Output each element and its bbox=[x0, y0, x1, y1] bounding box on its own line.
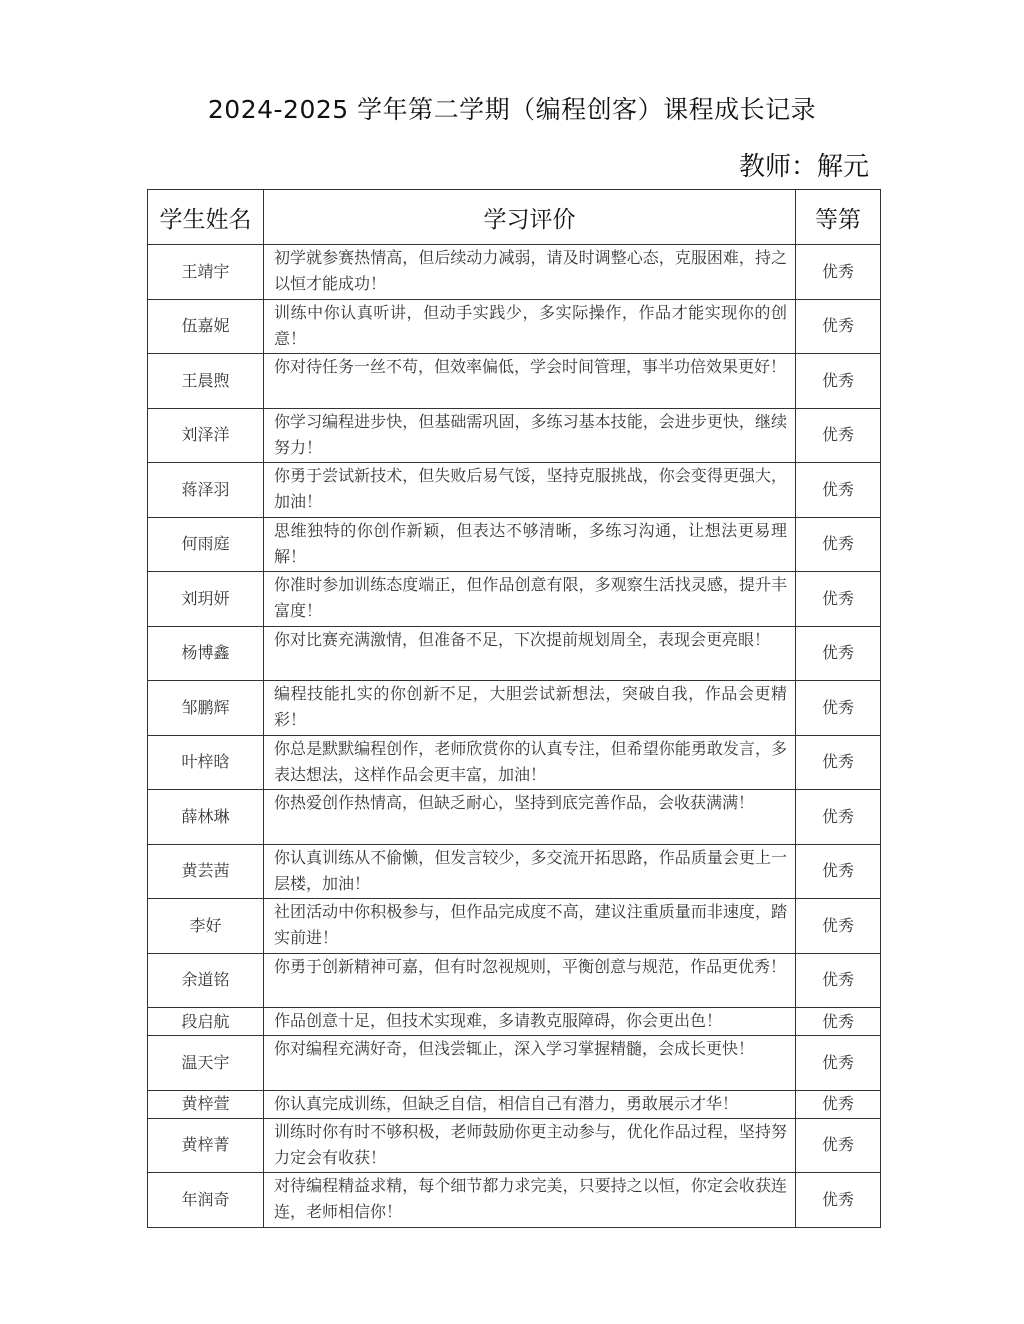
grade-value: 优秀 bbox=[796, 354, 881, 409]
grade-value: 优秀 bbox=[796, 572, 881, 627]
student-name: 李好 bbox=[148, 899, 264, 954]
grade-value: 优秀 bbox=[796, 1118, 881, 1173]
student-name: 温天宇 bbox=[148, 1036, 264, 1091]
grade-value: 优秀 bbox=[796, 844, 881, 899]
evaluation-text: 思维独特的你创作新颖，但表达不够清晰，多练习沟通，让想法更易理解！ bbox=[264, 517, 796, 572]
student-name: 王晨煦 bbox=[148, 354, 264, 409]
header-evaluation: 学习评价 bbox=[264, 190, 796, 245]
student-name: 刘玥妍 bbox=[148, 572, 264, 627]
grade-value: 优秀 bbox=[796, 245, 881, 300]
student-name: 段启航 bbox=[148, 1008, 264, 1036]
evaluation-text: 你勇于创新精神可嘉，但有时忽视规则，平衡创意与规范，作品更优秀！ bbox=[264, 953, 796, 1008]
evaluation-text: 你热爱创作热情高，但缺乏耐心，坚持到底完善作品，会收获满满！ bbox=[264, 790, 796, 845]
student-name: 黄芸茜 bbox=[148, 844, 264, 899]
grade-value: 优秀 bbox=[796, 790, 881, 845]
student-name: 余道铭 bbox=[148, 953, 264, 1008]
student-name: 伍嘉妮 bbox=[148, 299, 264, 354]
grade-value: 优秀 bbox=[796, 463, 881, 518]
student-name: 杨博鑫 bbox=[148, 626, 264, 681]
grade-value: 优秀 bbox=[796, 899, 881, 954]
evaluation-text: 你勇于尝试新技术，但失败后易气馁，坚持克服挑战，你会变得更强大，加油！ bbox=[264, 463, 796, 518]
table-row bbox=[148, 790, 881, 845]
evaluation-text: 你认真完成训练，但缺乏自信，相信自己有潜力，勇敢展示才华！ bbox=[264, 1090, 796, 1118]
grade-value: 优秀 bbox=[796, 735, 881, 790]
table-row bbox=[148, 463, 881, 518]
table-row bbox=[148, 408, 881, 463]
table-row bbox=[148, 572, 881, 627]
table-row bbox=[148, 1173, 881, 1228]
grade-value: 优秀 bbox=[796, 1173, 881, 1228]
table-row bbox=[148, 1008, 881, 1036]
grade-value: 优秀 bbox=[796, 1090, 881, 1118]
student-name: 叶梓晗 bbox=[148, 735, 264, 790]
table-row bbox=[148, 1118, 881, 1173]
student-name: 何雨庭 bbox=[148, 517, 264, 572]
table-header-row bbox=[148, 190, 881, 245]
grade-value: 优秀 bbox=[796, 1008, 881, 1036]
teacher-name: 教师：解元 bbox=[738, 152, 869, 182]
student-name: 薛林琳 bbox=[148, 790, 264, 845]
grade-value: 优秀 bbox=[796, 953, 881, 1008]
table-row bbox=[148, 735, 881, 790]
table-row bbox=[148, 626, 881, 681]
header-grade: 等第 bbox=[796, 190, 881, 245]
table-row bbox=[148, 299, 881, 354]
grade-value: 优秀 bbox=[796, 299, 881, 354]
table-row bbox=[148, 899, 881, 954]
table-row bbox=[148, 354, 881, 409]
document-title: 2024-2025 学年第二学期（编程创客）课程成长记录 bbox=[207, 95, 817, 124]
evaluation-text: 编程技能扎实的你创新不足，大胆尝试新想法，突破自我，作品会更精彩！ bbox=[264, 681, 796, 736]
evaluation-text: 训练时你有时不够积极，老师鼓励你更主动参与，优化作品过程，坚持努力定会有收获！ bbox=[264, 1118, 796, 1173]
evaluation-text: 对待编程精益求精，每个细节都力求完美，只要持之以恒，你定会收获连连，老师相信你！ bbox=[264, 1173, 796, 1228]
evaluation-text: 训练中你认真听讲，但动手实践少，多实际操作，作品才能实现你的创意！ bbox=[264, 299, 796, 354]
evaluation-text: 社团活动中你积极参与，但作品完成度不高，建议注重质量而非速度，踏实前进！ bbox=[264, 899, 796, 954]
evaluation-text: 你准时参加训练态度端正，但作品创意有限，多观察生活找灵感，提升丰富度！ bbox=[264, 572, 796, 627]
grade-value: 优秀 bbox=[796, 626, 881, 681]
student-name: 年润奇 bbox=[148, 1173, 264, 1228]
grade-value: 优秀 bbox=[796, 408, 881, 463]
student-name: 黄梓萱 bbox=[148, 1090, 264, 1118]
table-row bbox=[148, 681, 881, 736]
evaluation-text: 你对编程充满好奇，但浅尝辄止，深入学习掌握精髓，会成长更快！ bbox=[264, 1036, 796, 1091]
student-name: 王靖宇 bbox=[148, 245, 264, 300]
student-name: 邹鹏辉 bbox=[148, 681, 264, 736]
evaluation-text: 你学习编程进步快，但基础需巩固，多练习基本技能，会进步更快，继续努力！ bbox=[264, 408, 796, 463]
grade-value: 优秀 bbox=[796, 681, 881, 736]
growth-record-table bbox=[147, 189, 881, 1228]
student-name: 蒋泽羽 bbox=[148, 463, 264, 518]
grade-value: 优秀 bbox=[796, 517, 881, 572]
table-row bbox=[148, 953, 881, 1008]
table-row bbox=[148, 844, 881, 899]
evaluation-text: 你对待任务一丝不苟，但效率偏低，学会时间管理，事半功倍效果更好！ bbox=[264, 354, 796, 409]
evaluation-text: 你认真训练从不偷懒，但发言较少，多交流开拓思路，作品质量会更上一层楼，加油！ bbox=[264, 844, 796, 899]
evaluation-text: 作品创意十足，但技术实现难，多请教克服障碍，你会更出色！ bbox=[264, 1008, 796, 1036]
evaluation-text: 你对比赛充满激情，但准备不足，下次提前规划周全，表现会更亮眼！ bbox=[264, 626, 796, 681]
table-row bbox=[148, 1090, 881, 1118]
student-name: 刘泽洋 bbox=[148, 408, 264, 463]
student-name: 黄梓菁 bbox=[148, 1118, 264, 1173]
grade-value: 优秀 bbox=[796, 1036, 881, 1091]
table-row bbox=[148, 245, 881, 300]
header-student-name: 学生姓名 bbox=[148, 190, 264, 245]
table-row bbox=[148, 517, 881, 572]
evaluation-text: 你总是默默编程创作，老师欣赏你的认真专注，但希望你能勇敢发言，多表达想法，这样作品会更丰富，加油！ bbox=[264, 735, 796, 790]
table-row bbox=[148, 1036, 881, 1091]
evaluation-text: 初学就参赛热情高，但后续动力减弱，请及时调整心态，克服困难，持之以恒才能成功！ bbox=[264, 245, 796, 300]
